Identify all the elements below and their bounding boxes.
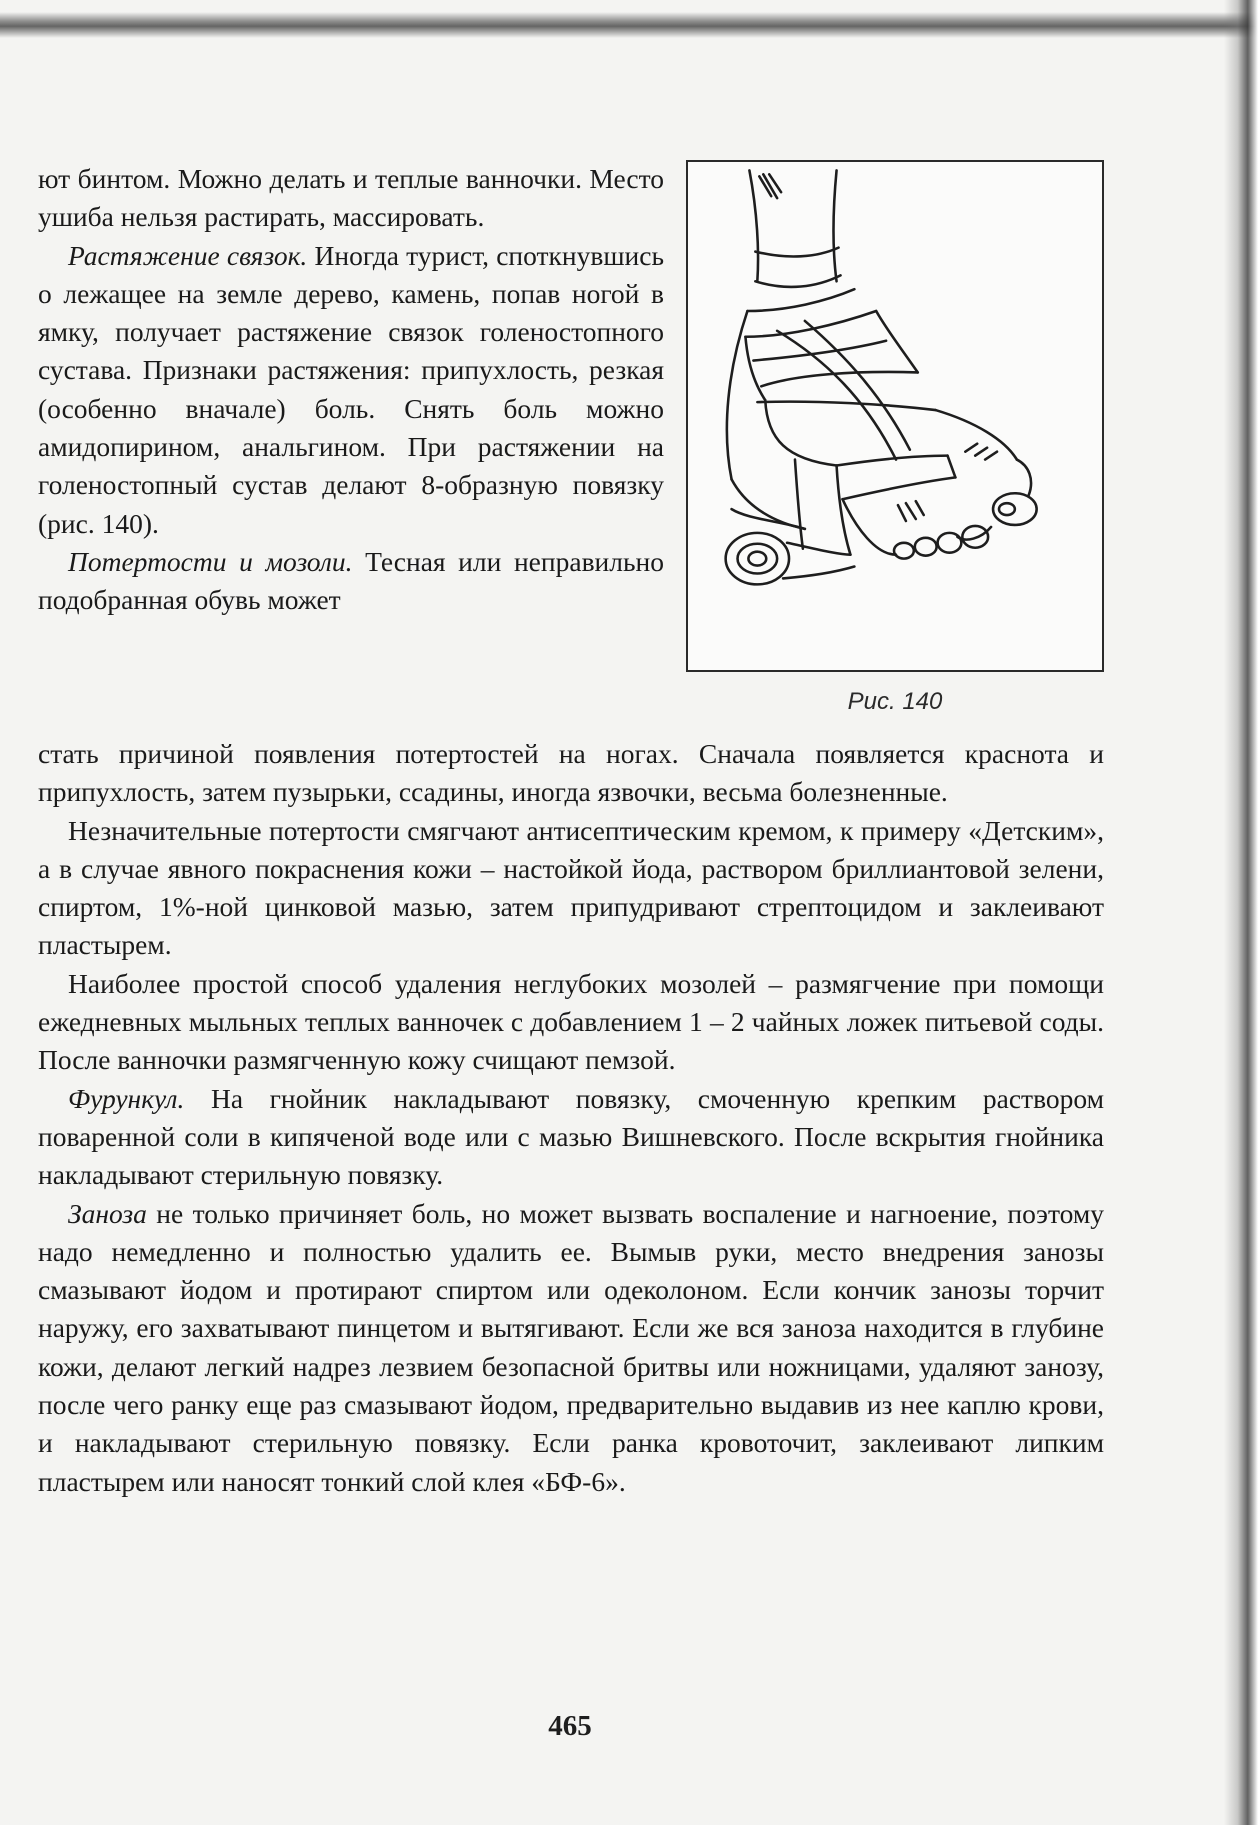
scan-edge-shadow-top: [0, 12, 1258, 38]
paragraph-lead-term: Потертости и мозоли.: [68, 545, 353, 577]
scan-edge-shadow-right: [1224, 0, 1258, 1825]
paragraph-text: На гнойник накладывают повязку, смоченную крепким раствором поваренной соли в кипяченой воде или с мазью Вишневского. После вскрытия гнойника накладывают стерильную повязку.: [38, 1082, 1104, 1191]
paragraph-text: Незначительные потертости смягчают антисептическим кремом, к примеру «Детским», а в случае явного покраснения кожи – настойкой йода, раствором бриллиантовой зелени, спиртом, 1%-ной цинковой мазью, затем припудривают стрептоцидом и заклеивают пластырем.: [38, 814, 1104, 961]
paragraph-text: не только причиняет боль, но может вызвать воспаление и нагноение, поэтому надо немедленно и полностью удалить ее. Вымыв руки, место внедрения занозы смазывают йодом и протирают спиртом или одеколоном. Если кончик занозы торчит наружу, его захватывают пинцетом и вытягивают. Если же вся заноза находится в глубине кожи, делают легкий надрез лезвием безопасной бритвы или ножницами, удаляют занозу, после чего ранку еще раз смазывают йодом, предварительно выдавив из нее каплю крови, и накладывают стерильную повязку. Если ранка кровоточит, заклеивают липким пластырем или наносят тонкий слой клея «БФ-6».: [38, 1197, 1104, 1497]
paragraph: [38, 1195, 1104, 1501]
paragraph: [38, 1080, 1104, 1195]
figure-caption: Рис. 140: [847, 688, 943, 715]
paragraph-text: Наиболее простой способ удаления неглубоких мозолей – размягчение при помощи ежедневных мыльных теплых ванночек с добавлением 1 – 2 чайных ложек питьевой соды. После ванночки размягченную кожу счищают пемзой.: [38, 967, 1104, 1076]
paragraph: [38, 735, 1104, 812]
paragraph: [38, 543, 664, 620]
paragraph-lead-term: Заноза: [68, 1197, 147, 1229]
paragraph: [38, 160, 664, 237]
paragraph: [38, 237, 664, 543]
paragraph: [38, 812, 1104, 965]
paragraph: [38, 965, 1104, 1080]
figure-bandaged-ankle: [686, 160, 1104, 672]
paragraph-lead-term: Растяжение связок.: [68, 239, 308, 271]
narrow-text-column: [38, 160, 664, 620]
paragraph-text: ют бинтом. Можно делать и теплые ванночки. Место ушиба нельзя растирать, массировать.: [38, 163, 664, 233]
wide-text-column: [38, 735, 1104, 1501]
paragraph-text: Иногда турист, споткнувшись о лежащее на земле дерево, камень, попав ногой в ямку, получает растяжение связок голеностопного сустава. Признаки растяжения: припухлость, резкая (особенно вначале) боль. Снять боль можно амидопирином, анальгином. При растяжении на голеностопный сустав делают 8-образную повязку (рис. 140).: [38, 239, 664, 539]
paragraph-lead-term: Фурункул.: [68, 1082, 185, 1114]
paragraph-text: стать причиной появления потертостей на ногах. Сначала появляется краснота и припухлость, затем пузырьки, ссадины, иногда язвочки, весьма болезненные.: [38, 738, 1104, 808]
paragraph-text: Тесная или неправильно подобранная обувь может: [38, 545, 664, 616]
bandage-illustration: [688, 162, 1102, 670]
page-number: 465: [548, 1710, 592, 1742]
